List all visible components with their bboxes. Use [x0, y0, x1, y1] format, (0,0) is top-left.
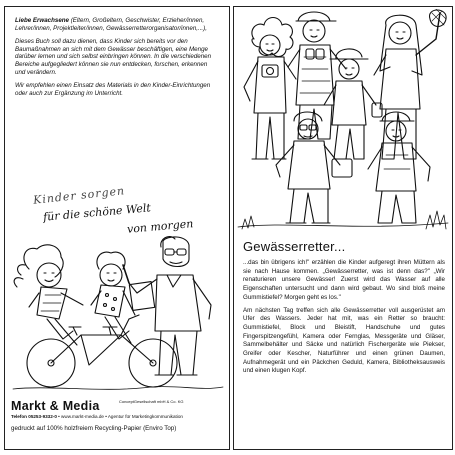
phone: Telefon 05253-9332-0 [11, 414, 57, 419]
intro-lead: Liebe Erwachsene [15, 17, 69, 24]
company-line-1: ConceptGesellschaft mbH & Co. KG [119, 399, 184, 404]
story-paragraph-1: ...das bin übrigens ich!" erzählen die Kinder aufgeregt ihren Müttern als sie nach Hause kommen. „Gewässerretter, was ist denn das?" „Wir renaturieren unsere Gewässer! Zuerst wird das Wasser auf alle Eigenschaften untersucht und dann wird gebaut. Wo sind bloß meine Gummistiefel? Morgen geht es los." [243, 259, 445, 301]
slogan-line-3: von morgen [126, 217, 194, 236]
paper-note: gedruckt auf 100% holzfreiem Recycling-Papier (Enviro Top) [11, 425, 177, 432]
slogan-line-2: für die schöne Welt [42, 201, 152, 224]
publisher-footer [11, 399, 225, 445]
intro-paragraph-1 [15, 17, 219, 32]
story-paragraph-2: Am nächsten Tag treffen sich alle Gewässerretter voll ausgerüstet am Ufer des Wassers. Jeder hat mit, was ein Retter so braucht: Gummistiefel, Block und Bleistift, Handschuhe und gutes Fingerspitzengefühl, Kamera oder Fernglas, Messgeräte und Gläser, Sammelbehälter und Säcke und natürlich Fischergeräte wie Piekser, Greifer oder Kescher, Naturführer und einen grünen Daumen, Aufnahmegerät und ein Päckchen Geduld, Kamera, Bibliotheksausweis und einen klugen Kopf. [243, 306, 445, 375]
intro-paragraph-3: Wir empfehlen einen Einsatz des Materials in den Kinder-Einrichtungen oder auch zur Ergänzung im Unterricht. [15, 82, 211, 97]
left-page [4, 6, 230, 450]
intro-paragraph-2: Dieses Buch soll dazu dienen, dass Kinder sich bereits vor den Baumaßnahmen an sich mit dem Gewässer beschäftigen, eine Menge darüber lernen und sich selbst einbringen können. In die verschiedenen Bereiche aufgegliedert können sie nun entdecken, forschen, erkennen und verändern. [15, 38, 212, 76]
section-title: Gewässerretter... [243, 239, 346, 254]
right-page [233, 6, 453, 450]
slogan [32, 184, 223, 238]
company-info [119, 400, 229, 405]
publisher-logo: Markt & Media [11, 399, 100, 413]
kids-group-illustration [236, 9, 450, 235]
intro-rest: (Eltern, Großeltern, Geschwister, Erzieher/innen, Lehrer/innen, Projektleiter/innen, Gewässerretterorganisator/innen,...), [15, 17, 207, 32]
story-text [243, 259, 445, 380]
intro-text [15, 17, 219, 103]
contact-info [11, 414, 183, 419]
company-line-2: • Agentur für Marketingkommunikation [105, 414, 183, 419]
slogan-line-1: Kinder sorgen [32, 184, 126, 207]
website: • www.markt-media.de [58, 414, 104, 419]
tandem-bike-illustration [11, 235, 225, 397]
